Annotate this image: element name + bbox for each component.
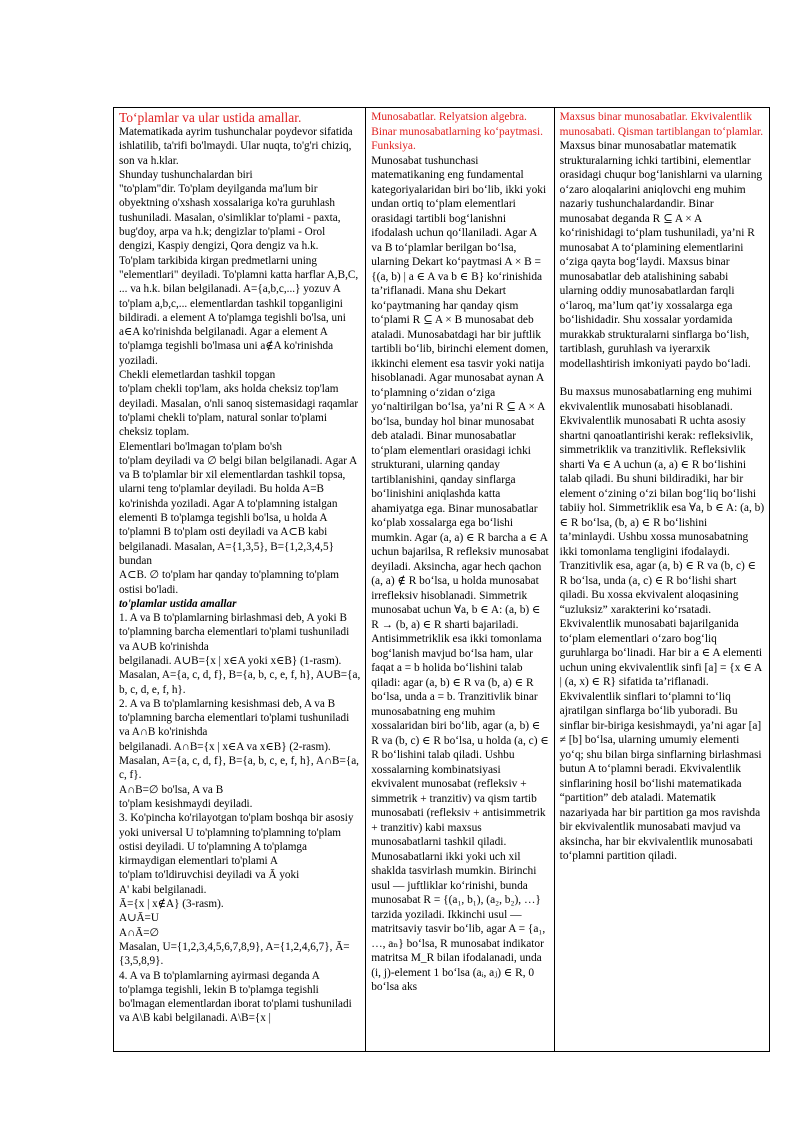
paragraph: 1. A va B to'plamlarning birlashmasi deb, A yoki B to'plamning barcha elementlari to'plami tushuniladi va A∪B ko'rinishda [119, 612, 350, 653]
section-title-sets: To‘plamlar va ular ustida amallar. [119, 110, 302, 125]
paragraph: A' kabi belgilanadi. [119, 883, 207, 896]
paragraph: Matematikada ayrim tushunchalar poydevor sifatida ishlatilib, ta'rifi bo'lmaydi. Ular nuqta, to'g'ri chiziq, son va h.klar. [119, 126, 353, 167]
section-title-special-relations: Maxsus binar munosabatlar. Ekvivalentlik munosabati. Qisman tartiblangan to‘plamlar. [559, 111, 764, 138]
paragraph: A⊂B. ∅ to'plam har qanday to'plamning to'plam ostisi bo'ladi. [119, 569, 339, 596]
paragraph: Masalan, A={a, c, d, f}, B={a, b, c, e, f, h}, A∪B={a, b, c, d, e, f, h}. [119, 669, 361, 696]
paragraph: Masalan, U={1,2,3,4,5,6,7,8,9}, A={1,2,4,6,7}, Ā={3,5,8,9}. [119, 940, 350, 968]
column-relations [366, 108, 554, 1051]
paragraph: 2. A va B to'plamlarning kesishmasi deb, A va B to'plamning barcha elementlari to'plami tushuniladi va A∩B ko'rinishda [119, 697, 350, 739]
content-table [113, 107, 770, 1052]
paragraph: Maxsus binar munosabatlar matematik strukturalarning ichki tartibini, elementlar orasidagi chuqur bog‘lanishlarni va ularning o‘zaro aloqalarini aniqlovchi eng muhim nazariy tushunchalardandir. Binar munosabat deganda R ⊆ A × A ko‘rinishidagi to‘plam tushuniladi, ya’ni R munosabat A to‘plamining elementlarini o‘ziga qayta bog‘laydi. Maxsus binar munosabatlar deb atalishining sababi ularning oddiy munosabatlardan farqli o‘laroq, ma’lum qat’iy xossalarga ega bo‘lishidadir. Shu xossalar yordamida murakkab strukturalarni sinflarga bo‘lish, tartiblash, guruhlash va iyerarxik modellashtirish imkoniyati paydo bo‘ladi. [559, 140, 763, 370]
formula: Ā={x | x∉A} (3-rasm). [119, 898, 224, 911]
subheading-set-operations: to'plamlar ustida amallar [119, 597, 237, 610]
paragraph: "to'plam"dir. To'plam deyilganda ma'lum bir obyektning o'xshash xossalariga ko'ra guruhlash tushuniladi. Masalan, o'simliklar to'plami - paxta, bug'doy, arpa va h.k; dengizlar to'plami - Orol dengizi, Kaspiy dengizi, Qora dengiz va h.k. [119, 183, 341, 253]
paragraph: to'plam kesishmaydi deyiladi. [119, 797, 253, 810]
paragraph: 4. A va B to'plamlarning ayirmasi deganda A to'plamga tegishli, lekin B to'plamga tegishli bo'lmagan elementlardan iborat to'plami tushuniladi va A\B kabi belgilanadi. A\B={x | [119, 969, 352, 1025]
formula: A∪Ā=U [119, 912, 159, 925]
paragraph: To'plam tarkibida kirgan predmetlarni uning "elementlari" deyiladi. To'plamni katta harflar A,B,C, ... va h.k. bilan belgilanadi. A={a,b,c,...} yozuv A to'plam a,b,c,... elementlardan tashkil topganligini bildiradi. a element A to'plamga tegishli bo'lsa, uni a∈A ko'rinishda belgilanadi. Agar a element A to'plamga tegishli bo'lmasa uni a∉A ko'rinishda yoziladi. [119, 254, 359, 367]
paragraph: to'plam to'ldiruvchisi deyiladi va Ā yoki [119, 869, 300, 882]
paragraph: Elementlari bo'lmagan to'plam bo'sh [119, 440, 282, 453]
paragraph-gap [560, 371, 765, 385]
paragraph: A∩B=∅ bo'lsa, A va B [119, 783, 224, 796]
paragraph: to'plam chekli top'lam, aks holda cheksiz top'lam deyiladi. Masalan, o'nli sanoq sistemasidagi raqamlar to'plami chekli to'plam, natural sonlar to'plami cheksiz toplam. [119, 383, 359, 439]
formula: A∩Ā=∅ [119, 926, 160, 939]
paragraph: to'plam deyiladi va ∅ belgi bilan belgilanadi. Agar A va B to'plamlar bir xil elementlardan tashkil topsa, ularni teng to'plamlar deyiladi. Bu holda A=B ko'rinishda yoziladi. Agar A to'plamning istalgan elementi B to'plamga tegishli bo'lsa, u holda A to'plamni B to'plam osti deyiladi va A⊂B kabi belgilanadi. Masalan, A={1,3,5}, B={1,2,3,4,5} bundan [119, 454, 357, 567]
paragraph: Chekli elemetlardan tashkil topgan [119, 369, 276, 382]
column-special-relations [555, 108, 769, 1051]
section-title-relations: Munosabatlar. Relyatsion algebra. Binar munosabatlarning ko‘paytmasi. Funksiya. [371, 111, 543, 152]
paragraph: Munosabat tushunchasi matematikaning eng fundamental kategoriyalaridan biri bo‘lib, ikki yoki undan ortiq to‘plam elementlari orasidagi tartibli bog‘lanishni ifodalash uchun qo‘llaniladi. Agar A va B to‘plamlar berilgan bo‘lsa, ularning Dekart ko‘paytmasi A × B = {(a, b) | a ∈ A va b ∈ B} ko‘rinishida ta’riflanadi. Mana shu Dekart ko‘paytmaning har qanday qism to‘plami R ⊆ A × B munosabat deb ataladi. Munosabatdagi har bir juftlik tartibli bo‘lib, birinchi element domen, ikkinchi element esa tasvir yoki natija hisoblanadi. Agar munosabat aynan A to‘plamning o‘zidan o‘ziga yo‘naltirilgan bo‘lsa, ya’ni R ⊆ A × A bo‘lsa, bunday hol binar munosabat deb ataladi. Binar munosabatlar to‘plam elementlari orasidagi ichki strukturani, ularning qanday tartiblanishini, qanday sinflarga bo‘linishini aniqlashda katta ahamiyatga ega. Binar munosabatlar ko‘plab xossalarga ega bo‘lishi mumkin. Agar (a, a) ∈ R barcha a ∈ A uchun bajarilsa, R refleksiv munosabat deyiladi. Aksincha, agar hech qachon (a, a) ∉ R bo‘lsa, u holda munosabat irrefleksiv hisoblanadi. Simmetrik munosabat uchun ∀a, b ∈ A: (a, b) ∈ R → (b, a) ∈ R sharti bajariladi. Antisimmetriklik esa ikki tomonlama bog‘lanish mavjud bo‘lsa ham, ular faqat a = b holida bo‘lishini talab qiladi: agar (a, b) ∈ R va (b, a) ∈ R bo‘lsa, unda a = b. Tranzitivlik binar munosabatning eng muhim xossalaridan biri bo‘lib, agar (a, b) ∈ R va (b, c) ∈ R bo‘lsa, u holda (a, c) ∈ R bo‘lishini talab qiladi. Ushbu xossalarning kombinatsiyasi ekvivalent munosabat (refleksiv + simmetrik + tranzitiv) va qism tartib munosabati (refleksiv + antisimmetrik + tranzitiv) kabi maxsus munosabatlarni tashkil qiladi. Munosabatlarni ikki yoki uch xil shaklda tasvirlash mumkin. Birinchi usul — juftliklar ko‘rinishi, bunda munosabat R = {(a₁, b₁), (a₂, b₂), …} tarzida yoziladi. Ikkinchi usul — matritsaviy tasvir bo‘lib, agar A = {a₁, …, aₙ} bo‘lsa, R munosabat indikator matritsa M_R bilan ifodalanadi, unda (i, j)-element 1 bo‘lsa (aᵢ, aⱼ) ∈ R, 0 bo‘lsa aks [371, 154, 549, 993]
paragraph: Bu maxsus munosabatlarning eng muhimi ekvivalentlik munosabati hisoblanadi. Ekvivalentlik munosabati R uchta asosiy shartni qanoatlantirishi kerak: refleksivlik, simmetriklik va tranzitivlik. Refleksivlik sharti ∀a ∈ A uchun (a, a) ∈ R bo‘lishini talab qiladi. Bu shuni bildiradiki, har bir element o‘zining o‘zi bilan bog‘liq bo‘lishi tabiiy hol. Simmetriklik esa ∀a, b ∈ A: (a, b) ∈ R bo‘lsa, (b, a) ∈ R bo‘lishini ta’minlaydi. Ushbu xossa munosabatning ikki tomonlama tengligini ifodalaydi. Tranzitivlik esa, agar (a, b) ∈ R va (b, c) ∈ R bo‘lsa, unda (a, c) ∈ R bo‘lishi shart qiladi. Bu xossa ekvivalent aloqasining “uzluksiz” xarakterini ko‘rsatadi. Ekvivalentlik munosabati bajarilganida to‘plam elementlari o‘zaro bog‘liq guruhlarga bo‘linadi. Har bir a ∈ A elementi uchun uning ekvivalentlik sinfi [a] = {x ∈ A | (a, x) ∈ R} sifatida ta’riflanadi. Ekvivalentlik sinflari to‘plamni to‘liq ajratilgan sinflarga bo‘lib yuboradi. Bu sinflar bir-biriga kesishmaydi, ya’ni agar [a] ≠ [b] bo‘lsa, ularning umumiy elementi yo‘q; shu bilan birga sinflarning birlashmasi butun A to‘plamni beradi. Ekvivalentlik sinflarining hosil bo‘lishi matematikada “partition” deb ataladi. Matematik nazariyada har bir partition ga mos ravishda bir ekvivalentlik munosabati mavjud va aksincha, har bir ekvivalentlik munosabati to‘plamni partition qiladi. [559, 386, 765, 862]
paragraph: belgilanadi. A∪B={x | x∈A yoki x∈B} (1-rasm). [119, 654, 342, 667]
paragraph: belgilanadi. A∩B={x | x∈A va x∈B} (2-rasm). Masalan, A={a, c, d, f}, B={a, b, c, e, f, h}, A∩B={a, c, f}. [119, 740, 359, 782]
paragraph: 3. Ko'pincha ko'rilayotgan to'plam boshqa bir asosiy yoki universal U to'plamning to'plamning to'plam ostisi deyiladi. U to'plamning A to'plamga kirmaydigan elementlari to'plami A [119, 812, 354, 868]
column-sets [114, 108, 366, 1051]
paragraph: Shunday tushunchalardan biri [119, 168, 253, 181]
